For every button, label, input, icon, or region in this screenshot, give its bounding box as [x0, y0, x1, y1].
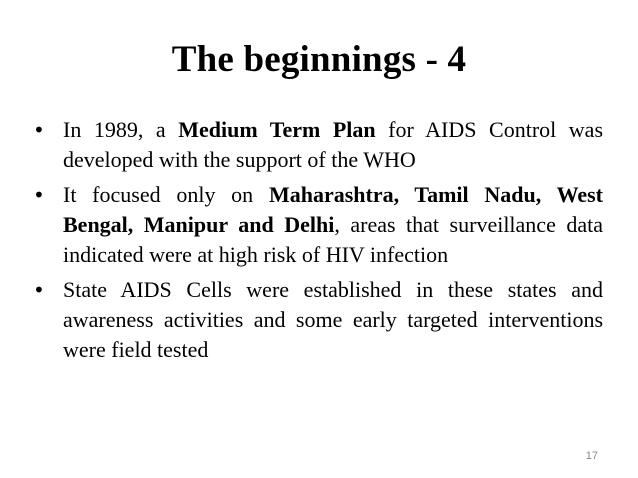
bullet-item-focus-states [33, 180, 603, 270]
bullet-text: In 1989, a [63, 117, 179, 142]
bullet-bold-text: Medium Term Plan [178, 117, 376, 142]
bullet-item-medium-term-plan [33, 115, 603, 175]
bullet-text: for AIDS Control was developed with the support of the WHO [63, 117, 604, 172]
bullet-text: It focused only on [63, 182, 269, 207]
bullet-icon: • [33, 183, 45, 207]
bullet-icon: • [33, 278, 45, 302]
page-number: 17 [585, 450, 598, 462]
bullet-icon: • [33, 118, 45, 142]
bullet-list [33, 115, 603, 370]
bullet-item-state-aids-cells [33, 275, 603, 365]
bullet-bold-text: Maharashtra, Tamil Nadu, West Bengal, Manipur and Delhi [63, 182, 604, 237]
bullet-text: , areas that surveillance data indicated were at high risk of HIV infection [63, 212, 603, 267]
bullet-text: State AIDS Cells were established in these states and awareness activities and some early targeted interventions were field tested [63, 277, 603, 362]
slide-title: The beginnings - 4 [171, 39, 467, 80]
